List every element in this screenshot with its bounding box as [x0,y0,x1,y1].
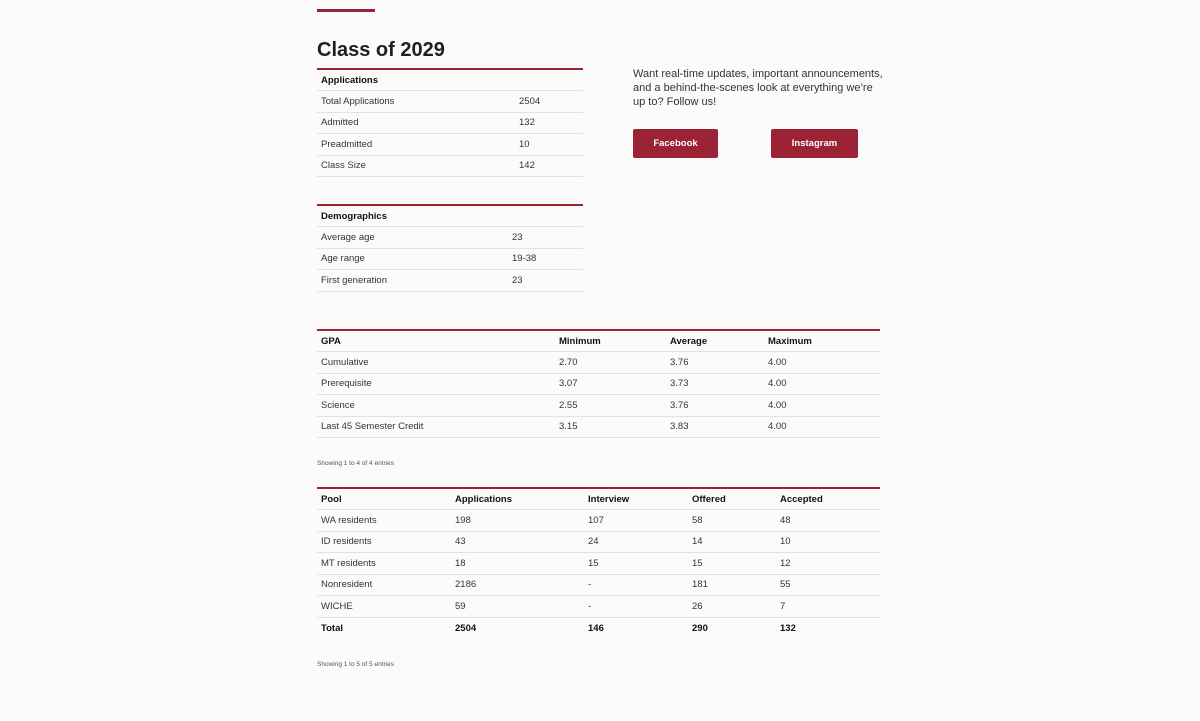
pool-cell: 10 [776,531,880,553]
pool-cell: 14 [688,531,776,553]
table-row [317,531,880,553]
table-row [317,155,583,177]
gpa-cell: 3.76 [666,352,764,374]
table-row [317,270,583,292]
follow-us-text: Want real-time updates, important announcements, and a behind-the-scenes look at everything we’re up to? Follow us! [633,68,883,108]
pool-cell: 15 [584,553,688,575]
applications-table [317,68,583,177]
pool-cell: 2186 [451,574,584,596]
gpa-cell: Science [317,395,555,417]
table-row [317,373,880,395]
table-row [317,510,880,532]
facebook-button[interactable]: Facebook [633,129,718,158]
table-row [317,134,583,156]
table-header-row [317,488,880,510]
row-value: 23 [508,270,583,292]
pool-cell: 18 [451,553,584,575]
pool-cell: 48 [776,510,880,532]
gpa-cell: 4.00 [764,416,880,438]
pool-cell: WA residents [317,510,451,532]
table-row [317,112,583,134]
table-row [317,553,880,575]
pool-header-offered[interactable]: Offered [688,488,776,510]
pool-cell: 59 [451,596,584,618]
gpa-cell: 4.00 [764,373,880,395]
total-cell: 2504 [455,622,477,634]
gpa-header-gpa[interactable]: GPA [317,330,555,352]
gpa-cell: Last 45 Semester Credit [317,416,555,438]
pool-cell: MT residents [317,553,451,575]
row-label: First generation [317,270,508,292]
row-label: Class Size [317,155,515,177]
total-cell: 132 [780,622,796,634]
table-header-row [317,69,583,91]
table-row [317,395,880,417]
row-label: Total Applications [317,91,515,113]
gpa-cell: 4.00 [764,395,880,417]
row-value: 132 [515,112,583,134]
title-accent-bar [317,9,375,12]
gpa-cell: Prerequisite [317,373,555,395]
page-title: Class of 2029 [317,39,445,61]
pool-header-pool[interactable]: Pool [317,488,451,510]
pool-cell: 26 [688,596,776,618]
gpa-cell: 3.15 [555,416,666,438]
gpa-cell: 3.76 [666,395,764,417]
gpa-cell: 2.70 [555,352,666,374]
gpa-cell: 2.55 [555,395,666,417]
pool-cell: 43 [451,531,584,553]
pool-cell: ID residents [317,531,451,553]
row-value: 142 [515,155,583,177]
total-cell: 146 [588,622,604,634]
applications-header: Applications [317,69,583,91]
pool-cell: 58 [688,510,776,532]
gpa-cell: 3.73 [666,373,764,395]
pool-table [317,487,880,639]
pool-cell: 12 [776,553,880,575]
row-label: Preadmitted [317,134,515,156]
table-row [317,248,583,270]
pool-cell: - [584,596,688,618]
demographics-header: Demographics [317,205,583,227]
gpa-header-maximum[interactable]: Maximum [764,330,880,352]
pool-cell: 24 [584,531,688,553]
total-cell: Total [321,622,343,634]
row-label: Admitted [317,112,515,134]
pool-cell: WICHE [317,596,451,618]
table-row [317,596,880,618]
row-value: 19-38 [508,248,583,270]
pool-cell: 7 [776,596,880,618]
row-label: Age range [317,248,508,270]
table-row [317,416,880,438]
gpa-header-minimum[interactable]: Minimum [555,330,666,352]
row-value: 23 [508,227,583,249]
pool-cell: Nonresident [317,574,451,596]
instagram-button[interactable]: Instagram [771,129,858,158]
pool-cell: 107 [584,510,688,532]
row-label: Average age [317,227,508,249]
row-value: 10 [515,134,583,156]
pool-cell: 181 [688,574,776,596]
total-cell: 290 [692,622,708,634]
gpa-cell: 3.83 [666,416,764,438]
table-header-row [317,330,880,352]
pool-cell: 55 [776,574,880,596]
gpa-table [317,329,880,438]
gpa-cell: Cumulative [317,352,555,374]
table-row [317,352,880,374]
total-row [317,617,880,639]
pool-cell: 15 [688,553,776,575]
pool-entries-info: Showing 1 to 5 of 5 entries [317,661,394,668]
pool-header-accepted[interactable]: Accepted [776,488,880,510]
table-row [317,91,583,113]
pool-header-applications[interactable]: Applications [451,488,584,510]
row-value: 2504 [515,91,583,113]
table-header-row [317,205,583,227]
gpa-entries-info: Showing 1 to 4 of 4 entries [317,460,394,467]
pool-header-interview[interactable]: Interview [584,488,688,510]
pool-cell: - [584,574,688,596]
pool-cell: 198 [451,510,584,532]
demographics-table [317,204,583,292]
gpa-cell: 4.00 [764,352,880,374]
gpa-header-average[interactable]: Average [666,330,764,352]
table-row [317,227,583,249]
gpa-cell: 3.07 [555,373,666,395]
table-row [317,574,880,596]
